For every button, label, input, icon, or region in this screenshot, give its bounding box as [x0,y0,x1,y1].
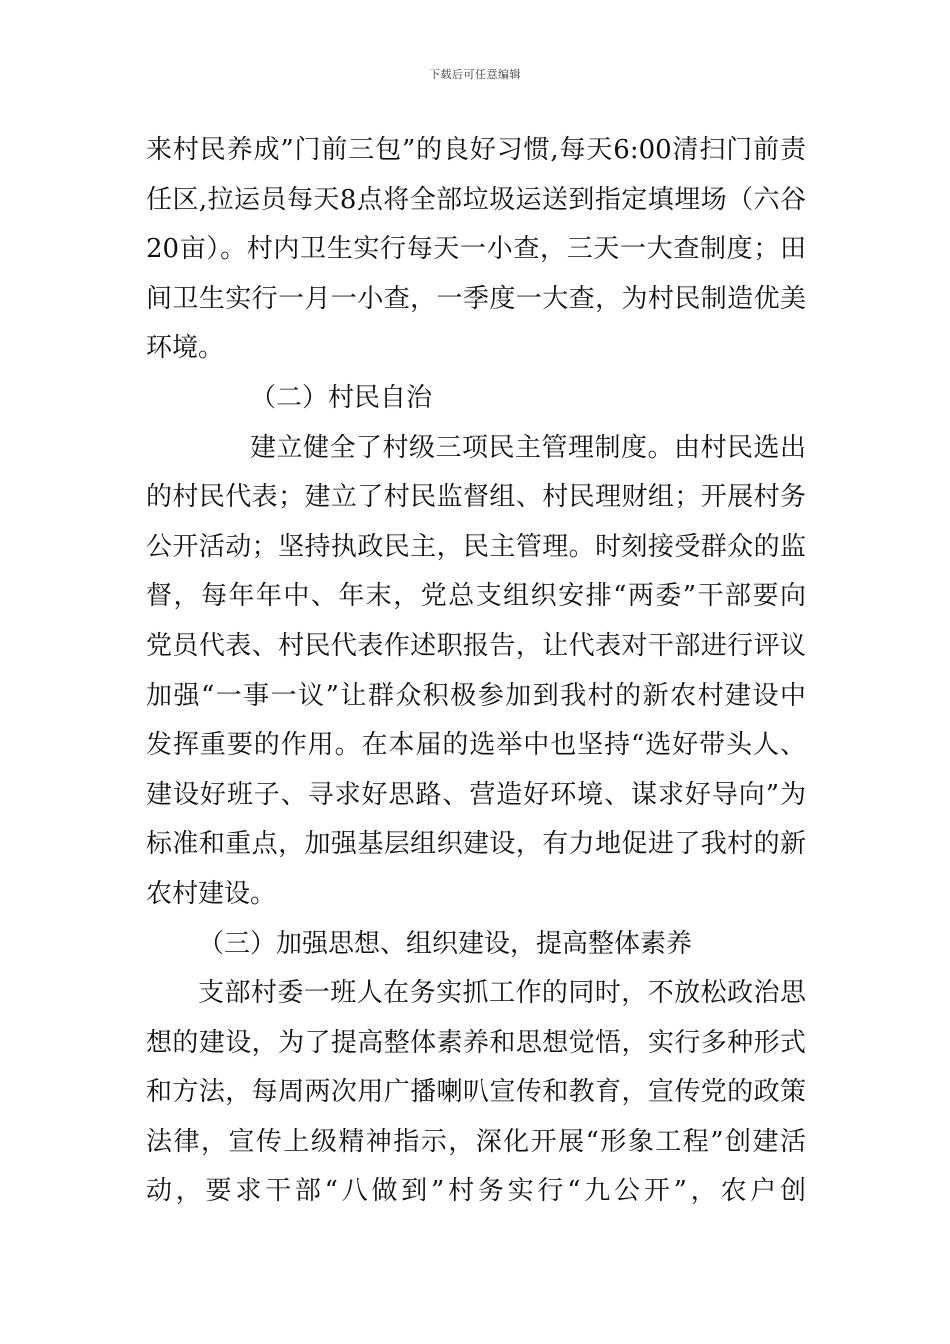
text-line: 法律，宣传上级精神指示，深化开展“形象工程”创建活 [146,1126,806,1157]
text-line: 环境。 [146,333,225,364]
text-line: 建设好班子、寻求好思路、营造好环境、谋求好导向”为 [146,779,806,810]
text-line: 公开活动；坚持执政民主，民主管理。时刻接受群众的监 [146,531,806,562]
text-line: 党员代表、村民代表作述职报告，让代表对干部进行评议 [146,630,806,661]
text-line: 督，每年年中、年末，党总支组织安排“两委”干部要向 [146,581,806,612]
text-line: 支部村委一班人在务实抓工作的同时，不放松政治思 [198,978,806,1009]
text-line: 建立健全了村级三项民主管理制度。由村民选出 [250,432,806,463]
page-header: 下载后可任意编辑 [429,68,521,81]
text-line: （三）加强思想、组织建设，提高整体素养 [198,928,693,959]
text-line: 20亩）。村内卫生实行每天一小查，三天一大查制度；田 [146,234,806,265]
text-line: 标准和重点，加强基层组织建设，有力地促进了我村的新 [146,829,806,860]
text-line: 的村民代表；建立了村民监督组、村民理财组；开展村务 [146,482,806,513]
text-line: 农村建设。 [146,878,277,909]
body-text [146,126,806,1217]
text-line: 发挥重要的作用。在本届的选举中也坚持“选好带头人、 [146,730,806,761]
text-line: 想的建设，为了提高整体素养和思想觉悟，实行多种形式 [146,1027,806,1058]
text-line: 任区,拉运员每天8点将全部垃圾运送到指定填埋场（六谷 [146,184,806,215]
text-line: 加强“一事一议”让群众积极参加到我村的新农村建设中 [146,680,806,711]
text-line: 和方法，每周两次用广播喇叭宣传和教育，宣传党的政策 [146,1077,806,1108]
text-line: 动，要求干部“八做到”村务实行“九公开”，农户创 [146,1176,806,1207]
text-line: 间卫生实行一月一小查，一季度一大查，为村民制造优美 [146,283,806,314]
text-line: （二）村民自治 [250,382,433,413]
text-line: 来村民养成”门前三包”的良好习惯,每天6:00清扫门前责 [146,135,806,165]
